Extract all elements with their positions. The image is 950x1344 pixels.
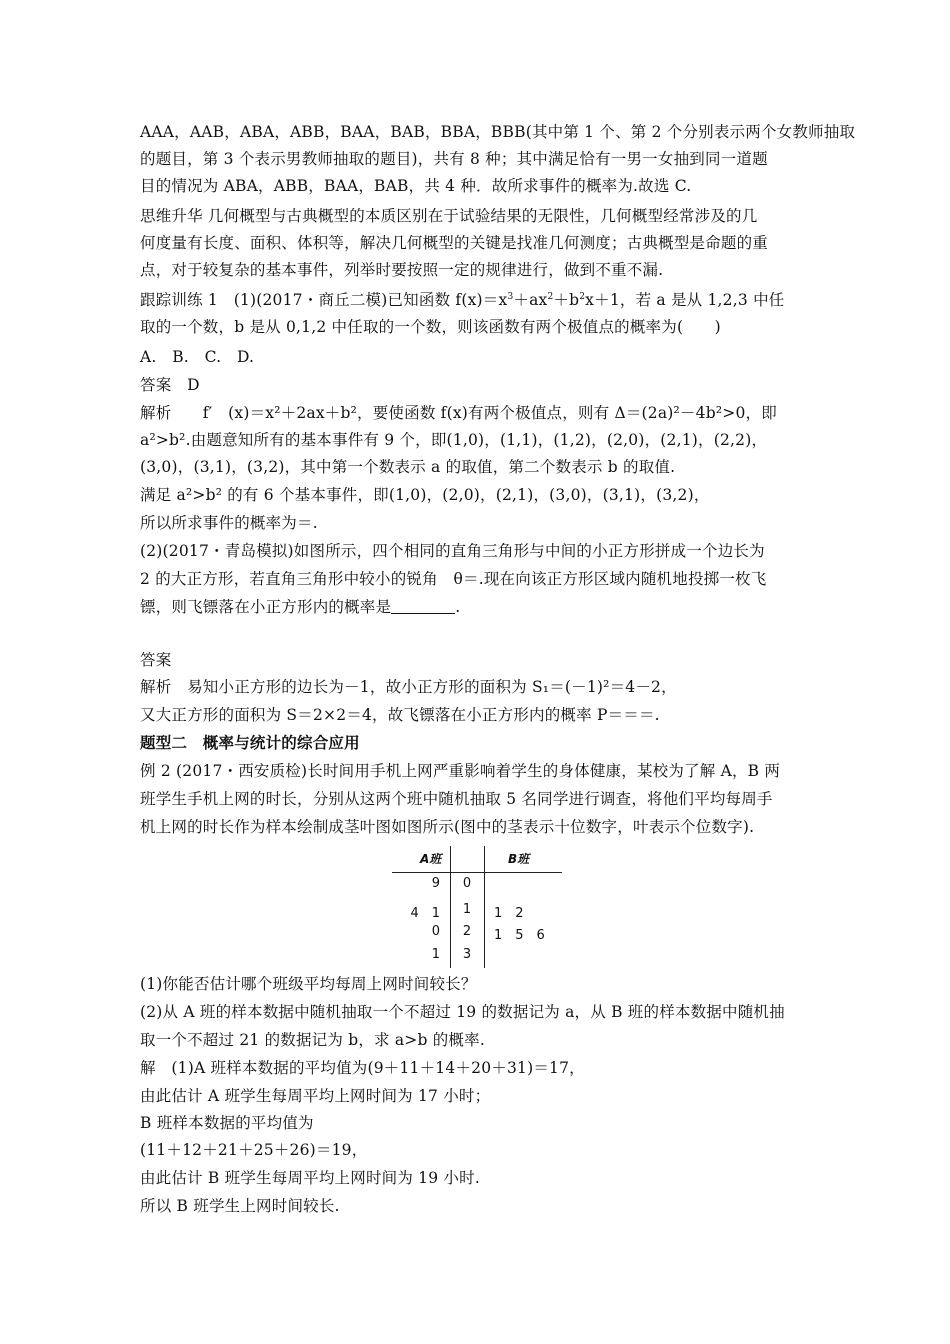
text-line: 取一个不超过 21 的数据记为 b，求 a>b 的概率. — [140, 1031, 485, 1049]
section-heading: 题型二 概率与统计的综合应用 — [140, 733, 360, 752]
text-line: 解析 易知小正方形的边长为－1，故小正方形的面积为 S₁＝(－1)²＝4－2， — [140, 678, 677, 696]
divider-vertical — [484, 846, 485, 968]
text-line: 取的一个数，b 是从 0,1,2 中任取的一个数，则该函数有两个极值点的概率为( ) — [140, 318, 721, 336]
text-segment: . — [455, 598, 461, 616]
text-line: 所以 B 班学生上网时间较长. — [140, 1197, 340, 1215]
exponent: 3 — [507, 292, 514, 302]
leaf-left: 9 — [431, 876, 440, 891]
choices-line: A. B. C. D. — [140, 348, 255, 366]
exercise-heading-line — [140, 290, 784, 310]
leaf-left: 4 1 — [410, 906, 440, 921]
text-line: 解 (1)A 班样本数据的平均值为(9＋11＋14＋20＋31)＝17， — [140, 1059, 585, 1077]
text-line: AAA，AAB，ABA，ABB，BAA，BAB，BBA，BBB(其中第 1 个、第 2 个分别表示两个女教师抽取 — [140, 123, 856, 141]
text-line: (11＋12＋21＋25＋26)＝19， — [140, 1141, 368, 1159]
divider-vertical — [450, 846, 451, 968]
stem-value: 2 — [462, 924, 472, 939]
text-line: a²>b².由题意知所有的基本事件有 9 个，即(1,0)，(1,1)，(1,2)，(2,0)，(2,1)，(2,2)， — [140, 431, 768, 449]
text-line: 由此估计 B 班学生每周平均上网时间为 19 小时. — [140, 1169, 480, 1187]
answer-line: 答案 D — [140, 376, 200, 394]
text-line: (1)你能否估计哪个班级平均每周上网时间较长？ — [140, 975, 477, 993]
stem-value: 3 — [462, 947, 472, 962]
text-segment: 镖，则飞镖落在小正方形内的概率是 — [140, 598, 392, 616]
text-line: 机上网的时长作为样本绘制成茎叶图如图所示(图中的茎表示十位数字，叶表示个位数字). — [140, 818, 755, 836]
text-line: 目的情况为 ABA，ABB，BAA，BAB，共 4 种．故所求事件的概率为.故选 C. — [140, 177, 692, 195]
text-line: B 班样本数据的平均值为 — [140, 1114, 314, 1132]
text-line: (2)从 A 班的样本数据中随机抽取一个不超过 19 的数据记为 a，从 B 班的样本数据中随机抽 — [140, 1003, 785, 1021]
text-segment: ＋ax — [513, 291, 548, 309]
stem-leaf-plot — [392, 840, 562, 968]
text-line: 例 2 (2017・西安质检)长时间用手机上网严重影响着学生的身体健康，某校为了解 A，B 两 — [140, 762, 781, 780]
leaf-right: 1 2 — [494, 906, 524, 921]
text-line: 解析 f′ (x)＝x²＋2ax＋b²，要使函数 f(x)有两个极值点，则有 Δ＝(2a)²－4b²>0，即 — [140, 404, 777, 422]
text-line: 由此估计 A 班学生每周平均上网时间为 17 小时； — [140, 1087, 491, 1105]
exponent: 2 — [579, 292, 586, 302]
header-class-a: A班 — [420, 852, 442, 866]
text-line: 的题目，第 3 个表示男教师抽取的题目)，共有 8 种；其中满足恰有一男一女抽到同一道题 — [140, 150, 768, 168]
text-segment: x＋1，若 a 是从 1,2,3 中任 — [585, 291, 785, 309]
text-line: 何度量有长度、面积、体积等，解决几何概型的关键是找准几何测度；古典概型是命题的重 — [140, 234, 769, 252]
stem-value: 0 — [462, 876, 472, 891]
text-line: 所以所求事件的概率为＝. — [140, 514, 318, 532]
stem-value: 1 — [462, 902, 472, 917]
exponent: 2 — [547, 292, 554, 302]
answer-line: 答案 — [140, 651, 172, 669]
text-segment: ＋b — [553, 291, 580, 309]
text-line: 满足 a²>b² 的有 6 个基本事件，即(1,0)，(2,0)，(2,1)，(3,0)，(3,1)，(3,2)， — [140, 486, 710, 504]
text-line: 点，对于较复杂的基本事件，列举时要按照一定的规律进行，做到不重不漏. — [140, 261, 664, 279]
text-line: 思维升华 几何概型与古典概型的本质区别在于试验结果的无限性，几何概型经常涉及的几 — [140, 207, 758, 225]
header-class-b: B班 — [508, 852, 530, 866]
text-line: 又大正方形的面积为 S＝2×2＝4，故飞镖落在小正方形内的概率 P＝＝＝. — [140, 706, 660, 724]
answer-blank — [391, 599, 455, 614]
text-line: 班学生手机上网的时长，分别从这两个班中随机抽取 5 名同学进行调查，将他们平均每周手 — [140, 790, 773, 808]
divider-horizontal — [392, 872, 562, 873]
text-line: (2)(2017・青岛模拟)如图所示，四个相同的直角三角形与中间的小正方形拼成一个边长为 — [140, 542, 765, 560]
leaf-left: 1 — [431, 947, 440, 962]
leaf-right: 1 5 6 — [494, 928, 545, 943]
text-line: (3,0)，(3,1)，(3,2)，其中第一个数表示 a 的取值，第二个数表示 b 的取值. — [140, 458, 676, 476]
fill-blank-line — [140, 597, 460, 617]
text-segment: 跟踪训练 1 (1)(2017・商丘二模)已知函数 f(x)＝x — [140, 291, 508, 309]
leaf-left: 0 — [431, 924, 440, 939]
text-line: 2 的大正方形，若直角三角形中较小的锐角 θ＝.现在向该正方形区域内随机地投掷一枚飞 — [140, 570, 767, 588]
